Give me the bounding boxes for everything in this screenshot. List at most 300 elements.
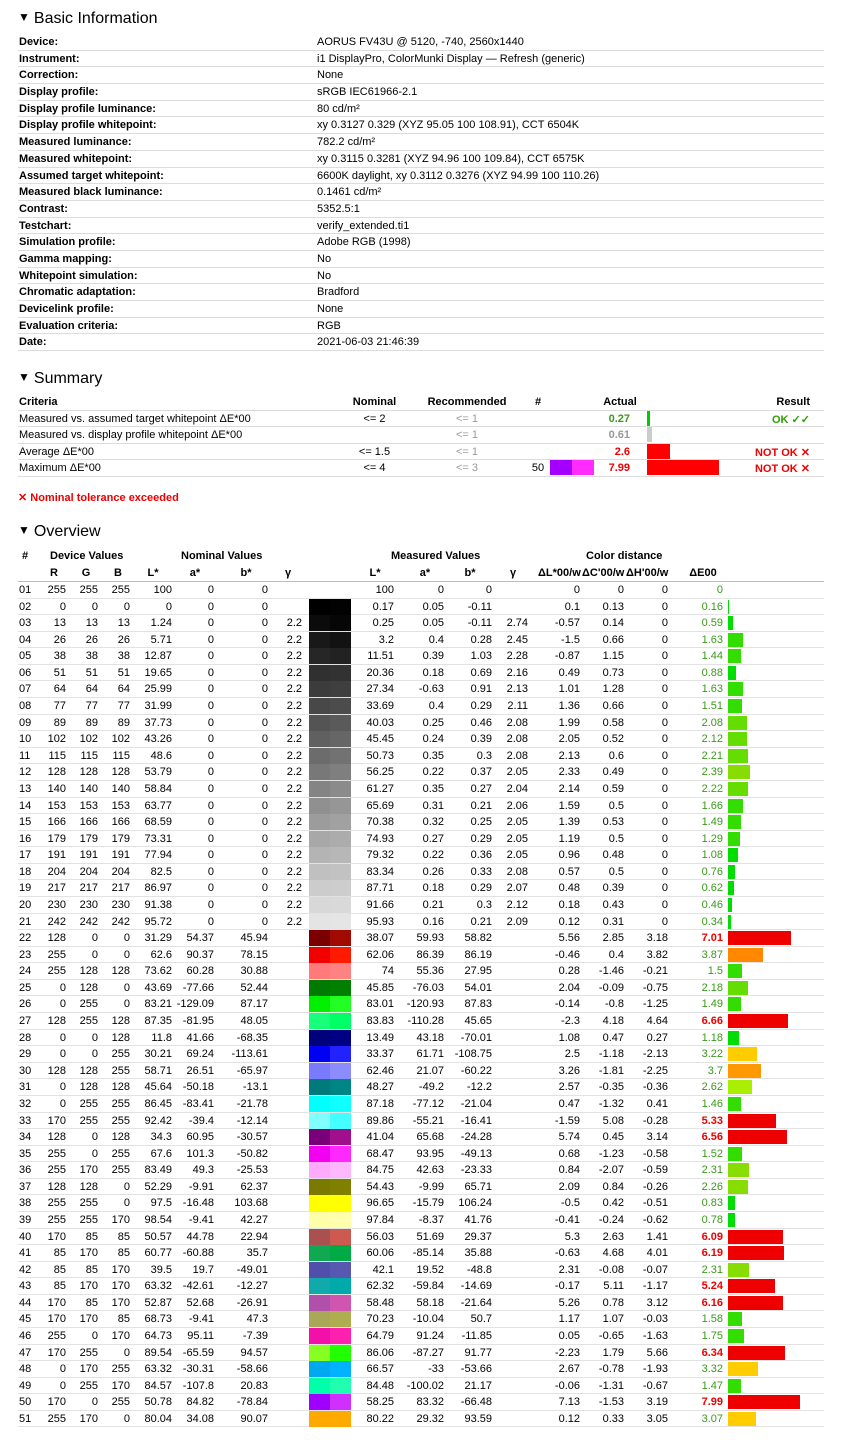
delta-e: 6.66 (701, 1015, 723, 1028)
device-g: 255 (79, 1114, 98, 1127)
measured-a: -59.84 (412, 1280, 444, 1293)
delta-h: 0 (661, 683, 668, 696)
measured-l: 56.03 (366, 1230, 394, 1243)
measured-gamma: 2.08 (506, 865, 528, 878)
measured-l: 42.1 (372, 1263, 394, 1276)
nominal-a: 0 (207, 832, 214, 845)
info-row (18, 268, 824, 285)
delta-e-bar (728, 799, 743, 813)
measured-l: 60.06 (366, 1247, 394, 1260)
delta-h: -0.59 (642, 1164, 668, 1177)
info-label: Chromatic adaptation: (19, 286, 136, 299)
nominal-b: 0 (261, 650, 268, 663)
delta-l: 2.33 (558, 766, 580, 779)
row-id: 35 (19, 1147, 32, 1160)
measured-b: -16.41 (460, 1114, 492, 1127)
row-id: 19 (19, 882, 32, 895)
measured-a: 0 (437, 584, 444, 596)
row-id: 07 (19, 683, 32, 696)
nominal-b: 94.57 (240, 1346, 268, 1359)
delta-h: 0 (661, 650, 668, 663)
measured-l: 87.71 (366, 882, 394, 895)
delta-e-bar (728, 1147, 742, 1161)
delta-e: 1.66 (701, 799, 723, 812)
nominal-gamma: 2.2 (286, 882, 302, 895)
delta-h: 0 (661, 898, 668, 911)
nominal-gamma: 2.2 (286, 799, 302, 812)
measured-b: -60.22 (460, 1064, 492, 1077)
info-row (18, 117, 824, 134)
delta-e-bar (728, 1047, 757, 1061)
measured-a: 86.39 (416, 948, 444, 961)
delta-e-bar (728, 915, 731, 929)
nominal-a: 90.37 (186, 948, 214, 961)
table-row (18, 914, 824, 931)
row-id: 51 (19, 1412, 32, 1425)
nominal-a: 0 (207, 766, 214, 779)
delta-e: 2.08 (701, 716, 723, 729)
delta-e: 1.49 (701, 998, 723, 1011)
measured-a: -49.2 (418, 1081, 444, 1094)
summary-row (18, 427, 824, 444)
nominal-a: -81.95 (182, 1015, 214, 1028)
delta-e: 1.29 (701, 832, 723, 845)
delta-l: 0.12 (558, 915, 580, 928)
table-row (18, 665, 824, 682)
measured-color-patch (330, 1146, 351, 1162)
measured-b: -66.48 (460, 1396, 492, 1409)
summary-actual: 0.61 (608, 429, 630, 441)
table-row (18, 1328, 824, 1345)
nominal-l: 83.49 (144, 1164, 172, 1177)
collapse-triangle-icon[interactable]: ▼ (18, 523, 30, 537)
measured-b: -70.01 (460, 1031, 492, 1044)
measured-a: -77.12 (412, 1097, 444, 1110)
delta-e-bar (728, 716, 747, 730)
measured-b: -21.64 (460, 1296, 492, 1309)
section-title-basic[interactable]: ▼ Basic Information (18, 7, 158, 29)
nominal-b: 35.7 (246, 1247, 268, 1260)
nominal-l: 19.65 (144, 666, 172, 679)
collapse-triangle-icon[interactable]: ▼ (18, 370, 30, 384)
delta-h: -1.63 (642, 1330, 668, 1343)
delta-c: 4.18 (602, 1015, 624, 1028)
delta-h: 0 (661, 666, 668, 679)
nominal-b: 42.27 (240, 1213, 268, 1226)
measured-gamma: 2.16 (506, 666, 528, 679)
row-id: 33 (19, 1114, 32, 1127)
row-id: 32 (19, 1097, 32, 1110)
device-b: 64 (117, 683, 130, 696)
header-criteria: Criteria (19, 396, 58, 408)
info-row (18, 51, 824, 68)
nominal-color-patch (309, 1030, 330, 1046)
measured-gamma: 2.07 (506, 882, 528, 895)
delta-e-bar (728, 981, 748, 995)
delta-h: 0 (661, 799, 668, 812)
measured-color-patch (330, 947, 351, 963)
nominal-color-patch (309, 665, 330, 681)
measured-b: 0.25 (470, 816, 492, 829)
info-label: Whitepoint simulation: (19, 269, 138, 282)
measured-a: 0.16 (422, 915, 444, 928)
delta-h: 0 (661, 766, 668, 779)
delta-c: 1.15 (602, 650, 624, 663)
summary-actual: 0.27 (608, 412, 630, 425)
device-r: 191 (47, 849, 66, 862)
device-g: 0 (91, 600, 98, 613)
nominal-gamma: 2.2 (286, 749, 302, 762)
nominal-color-patch (309, 715, 330, 731)
measured-a: -33 (428, 1363, 444, 1376)
nominal-a: 95.11 (187, 1330, 214, 1343)
measured-l: 89.86 (366, 1114, 394, 1127)
info-label: Date: (19, 336, 47, 349)
device-b: 255 (111, 1164, 130, 1177)
delta-c: 0.39 (602, 882, 624, 895)
device-b: 153 (111, 799, 130, 812)
measured-color-patch (330, 1030, 351, 1046)
info-row (18, 84, 824, 101)
summary-criteria: Measured vs. assumed target whitepoint ΔE*00 (19, 412, 251, 425)
nominal-color-patch (309, 1345, 330, 1361)
delta-e-bar (728, 1329, 744, 1343)
delta-h: 3.12 (646, 1296, 668, 1309)
overview-table (18, 548, 824, 1427)
delta-h: -0.75 (642, 981, 668, 994)
nominal-a: 0 (207, 617, 214, 630)
basic-info-table (18, 34, 824, 351)
summary-row (18, 444, 824, 461)
delta-h: -0.62 (642, 1213, 668, 1226)
device-g: 170 (79, 1313, 98, 1326)
nominal-l: 25.99 (144, 683, 172, 696)
device-r: 140 (47, 782, 66, 795)
delta-h: 0.41 (646, 1097, 668, 1110)
col-nominal-gamma: γ (284, 567, 292, 579)
nominal-gamma: 2.2 (286, 832, 302, 845)
measured-b: 106.24 (458, 1197, 492, 1210)
delta-c: 0.13 (602, 600, 624, 613)
device-r: 115 (48, 749, 66, 762)
delta-l: 2.09 (558, 1180, 580, 1193)
measured-b: 21.17 (464, 1379, 492, 1392)
delta-c: 0.33 (602, 1412, 624, 1425)
table-row (18, 1361, 824, 1378)
nominal-b: -49.01 (236, 1263, 268, 1276)
info-label: Contrast: (19, 202, 68, 215)
measured-b: 0.29 (470, 882, 492, 895)
device-g: 0 (91, 1131, 98, 1144)
delta-h: -0.21 (642, 965, 668, 978)
col-b: B (114, 567, 122, 579)
measured-a: 42.63 (416, 1164, 444, 1177)
device-r: 0 (59, 1097, 66, 1110)
device-r: 170 (47, 1114, 66, 1127)
measured-b: 1.03 (470, 650, 492, 663)
nominal-b: 90.07 (240, 1412, 268, 1425)
row-id: 36 (19, 1164, 32, 1177)
delta-e-bar (728, 1014, 788, 1028)
row-id: 23 (19, 948, 32, 961)
device-b: 255 (111, 1363, 130, 1376)
delta-e-bar (728, 666, 736, 680)
info-label: Correction: (19, 69, 79, 82)
summary-row (18, 460, 824, 477)
measured-l: 61.27 (366, 782, 394, 795)
device-r: 255 (47, 1213, 66, 1226)
device-b: 170 (111, 1280, 130, 1293)
device-g: 85 (85, 1296, 98, 1309)
col-delta-e: ΔE00 (689, 567, 717, 579)
device-g: 51 (85, 666, 98, 679)
device-g: 217 (79, 882, 98, 895)
info-value: AORUS FV43U @ 5120, -740, 2560x1440 (317, 36, 524, 48)
measured-b: -0.11 (467, 617, 492, 630)
nominal-l: 62.6 (150, 948, 172, 961)
delta-h: 0 (661, 617, 668, 630)
delta-c: 0.84 (602, 1180, 624, 1193)
nominal-l: 86.45 (144, 1097, 172, 1110)
section-title-overview[interactable]: ▼ Overview (18, 520, 101, 542)
delta-e-bar (728, 931, 791, 945)
device-r: 230 (47, 898, 66, 911)
delta-e-bar (728, 1180, 748, 1194)
device-r: 0 (59, 1048, 66, 1061)
nominal-color-patch (309, 615, 330, 631)
group-color-distance: Color distance (586, 550, 663, 562)
delta-e: 2.12 (701, 733, 723, 746)
measured-color-patch (330, 1378, 351, 1394)
delta-h: 0 (661, 700, 668, 713)
group-measured-values: Measured Values (391, 550, 481, 562)
device-g: 13 (85, 617, 98, 630)
delta-e-bar (728, 1346, 785, 1360)
device-b: 0 (123, 981, 130, 994)
nominal-color-patch (309, 1079, 330, 1095)
device-r: 85 (53, 1247, 66, 1260)
measured-l: 79.32 (366, 849, 394, 862)
table-row (18, 963, 824, 980)
row-id: 25 (19, 981, 32, 994)
device-b: 255 (111, 584, 130, 596)
row-id: 01 (19, 584, 32, 596)
table-row (18, 1129, 824, 1146)
measured-color-patch (330, 632, 351, 648)
row-id: 50 (19, 1396, 32, 1409)
measured-b: -49.13 (460, 1147, 492, 1160)
device-g: 255 (79, 584, 98, 596)
measured-color-patch (330, 1162, 351, 1178)
delta-l: 0.49 (558, 666, 580, 679)
measured-a: 0.24 (422, 733, 444, 746)
nominal-gamma: 2.2 (286, 733, 302, 746)
measured-l: 68.47 (366, 1147, 394, 1160)
delta-l: 2.31 (558, 1263, 580, 1276)
row-id: 14 (19, 799, 32, 812)
info-value: 2021-06-03 21:46:39 (317, 336, 420, 349)
device-r: 0 (59, 1379, 66, 1392)
nominal-b: -50.82 (236, 1147, 268, 1160)
measured-a: 83.32 (416, 1396, 444, 1409)
delta-c: -1.23 (598, 1147, 624, 1160)
measured-l: 74.93 (366, 832, 394, 845)
delta-h: -0.07 (642, 1263, 668, 1276)
delta-e: 0.88 (701, 666, 723, 679)
info-label: Display profile whitepoint: (19, 119, 157, 132)
delta-e-bar (728, 1031, 739, 1045)
delta-e: 0.16 (701, 600, 723, 613)
measured-b: 0.39 (470, 733, 492, 746)
row-id: 39 (19, 1213, 32, 1226)
measured-b: 0.36 (470, 849, 492, 862)
summary-nominal: <= 4 (363, 462, 386, 474)
measured-color-patch (330, 897, 351, 913)
delta-h: 0 (661, 915, 668, 928)
measured-a: -0.63 (418, 683, 444, 696)
device-r: 255 (47, 948, 66, 961)
delta-h: 3.82 (646, 948, 668, 961)
measured-color-patch (330, 1229, 351, 1245)
table-row (18, 748, 824, 765)
measured-b: -23.33 (460, 1164, 492, 1177)
device-r: 204 (47, 865, 66, 878)
nominal-b: 0 (261, 766, 268, 779)
row-id: 46 (19, 1330, 32, 1343)
delta-l: -1.59 (554, 1114, 580, 1127)
measured-color-patch (330, 1262, 351, 1278)
summary-recommended: <= 1 (455, 412, 479, 425)
measured-b: 45.65 (464, 1015, 492, 1028)
nominal-b: 0 (261, 584, 268, 596)
measured-b: 0.28 (470, 633, 492, 646)
delta-e: 1.18 (701, 1031, 723, 1044)
table-row (18, 1030, 824, 1047)
row-id: 42 (19, 1263, 32, 1276)
measured-color-patch (330, 781, 351, 797)
nominal-l: 68.59 (144, 816, 172, 829)
nominal-a: -65.59 (182, 1346, 214, 1359)
delta-l: 1.17 (558, 1313, 580, 1326)
measured-a: 0.4 (428, 633, 444, 646)
delta-c: 0.52 (602, 733, 624, 746)
delta-c: 0.73 (602, 666, 624, 679)
delta-l: 0.68 (558, 1147, 580, 1160)
device-g: 255 (79, 1097, 98, 1110)
device-b: 128 (111, 1031, 130, 1044)
measured-l: 87.18 (366, 1097, 394, 1110)
measured-b: 0 (485, 584, 492, 596)
delta-l: 0.96 (558, 849, 580, 862)
device-b: 85 (117, 1230, 130, 1243)
delta-l: 5.3 (564, 1230, 580, 1243)
delta-e: 1.75 (701, 1330, 723, 1343)
nominal-b: 45.94 (240, 932, 268, 945)
measured-l: 38.07 (366, 932, 394, 945)
nominal-l: 83.21 (144, 998, 172, 1011)
nominal-color-patch (309, 1063, 330, 1079)
measured-gamma: 2.04 (506, 782, 528, 795)
delta-e-bar (728, 1196, 735, 1210)
measured-l: 64.79 (366, 1330, 394, 1343)
delta-e: 1.51 (701, 700, 723, 713)
device-r: 64 (53, 683, 66, 696)
summary-swatch (550, 460, 572, 475)
nominal-l: 67.6 (150, 1147, 172, 1160)
measured-l: 0.17 (372, 600, 394, 613)
delta-l: -1.5 (561, 633, 580, 646)
measured-a: -8.37 (418, 1213, 444, 1226)
measured-b: 29.37 (464, 1230, 492, 1243)
measured-a: 0.26 (422, 865, 444, 878)
nominal-gamma: 2.2 (286, 700, 302, 713)
nominal-a: 101.3 (186, 1147, 214, 1160)
delta-e-bar (728, 749, 748, 763)
measured-l: 11.51 (367, 650, 394, 663)
delta-e: 0.62 (701, 882, 723, 895)
nominal-color-patch (309, 1046, 330, 1062)
nominal-color-patch (309, 1378, 330, 1394)
device-r: 51 (53, 666, 66, 679)
measured-l: 62.06 (366, 948, 394, 961)
delta-h: 0 (661, 865, 668, 878)
measured-b: 0.46 (470, 716, 492, 729)
device-r: 255 (47, 1330, 66, 1343)
measured-b: 91.77 (464, 1346, 492, 1359)
table-row (18, 947, 824, 964)
device-b: 128 (111, 766, 130, 779)
measured-l: 3.2 (378, 633, 394, 646)
delta-h: 3.14 (646, 1131, 668, 1144)
nominal-a: 19.7 (192, 1263, 214, 1276)
nominal-b: -68.35 (236, 1031, 268, 1044)
delta-e: 3.22 (701, 1048, 723, 1061)
measured-a: 0.31 (422, 799, 444, 812)
delta-h: 1.41 (646, 1230, 668, 1243)
delta-e-bar (728, 1296, 783, 1310)
collapse-triangle-icon[interactable]: ▼ (18, 10, 30, 24)
delta-e-bar (728, 1379, 741, 1393)
nominal-a: 54.37 (186, 932, 214, 945)
measured-color-patch (330, 1295, 351, 1311)
nominal-a: 0 (207, 666, 214, 679)
delta-h: 5.66 (646, 1346, 668, 1359)
device-g: 0 (91, 1330, 98, 1343)
delta-c: -0.24 (598, 1213, 624, 1226)
nominal-b: -12.27 (236, 1280, 268, 1293)
header-recommended: Recommended (427, 396, 507, 408)
table-row (18, 1013, 824, 1030)
info-row (18, 334, 824, 351)
nominal-a: -50.18 (182, 1081, 214, 1094)
delta-h: 3.19 (646, 1396, 668, 1409)
summary-bar (647, 427, 652, 442)
summary-result: NOT OK ✕ (754, 446, 810, 459)
delta-e-bar (728, 1279, 775, 1293)
measured-l: 70.23 (366, 1313, 394, 1326)
delta-e-bar (728, 964, 742, 978)
nominal-a: 84.82 (186, 1396, 214, 1409)
row-id: 48 (19, 1363, 32, 1376)
measured-a: 0.39 (422, 650, 444, 663)
device-g: 89 (85, 716, 98, 729)
measured-b: 0.91 (470, 683, 492, 696)
delta-e: 0.76 (701, 865, 723, 878)
delta-l: 2.67 (558, 1363, 580, 1376)
section-title-summary[interactable]: ▼ Summary (18, 367, 102, 389)
nominal-color-patch (309, 731, 330, 747)
device-b: 166 (111, 816, 130, 829)
